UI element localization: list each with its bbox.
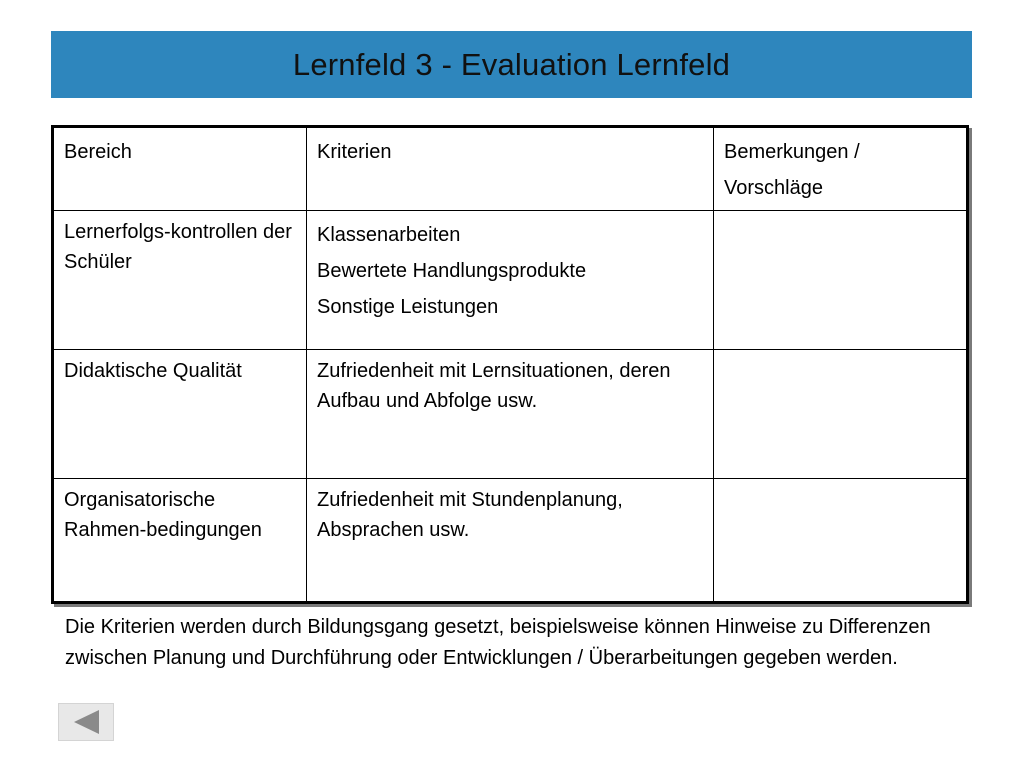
- header-cell-kriterien: [307, 127, 714, 211]
- table-row: [53, 350, 968, 479]
- kriterium-item: Bewertete Handlungsprodukte: [317, 260, 587, 282]
- cell-bemerkungen: [714, 350, 968, 479]
- back-button[interactable]: [58, 703, 114, 741]
- bereich-text: Didaktische Qualität: [64, 360, 242, 382]
- kriterium-item: Klassenarbeiten: [317, 224, 461, 246]
- evaluation-table: [51, 125, 969, 604]
- table-header-row: [53, 127, 968, 211]
- header-bereich: Bereich: [64, 141, 132, 163]
- cell-bereich: [53, 211, 307, 350]
- header-cell-bereich: [53, 127, 307, 211]
- header-cell-bemerkungen: [714, 127, 968, 211]
- cell-kriterien: [307, 211, 714, 350]
- title-bar: [51, 31, 972, 98]
- header-bemerkungen: Bemerkungen /: [724, 141, 860, 163]
- bereich-text: Organisatorische Rahmen-bedingungen: [64, 489, 262, 541]
- bereich-text: Lernerfolgs-kontrollen der Schüler: [64, 221, 292, 273]
- header-vorschlaege: Vorschläge: [724, 177, 823, 199]
- cell-kriterien: [307, 350, 714, 479]
- slide-title: Lernfeld 3 - Evaluation Lernfeld: [292, 46, 731, 82]
- table-row: [53, 211, 968, 350]
- cell-bemerkungen: [714, 479, 968, 603]
- cell-bemerkungen: [714, 211, 968, 350]
- kriterium-item: Zufriedenheit mit Stundenplanung, Absprachen usw.: [317, 489, 623, 541]
- table-row: [53, 479, 968, 603]
- triangle-left-icon: [71, 708, 101, 736]
- cell-bereich: [53, 350, 307, 479]
- kriterium-item: Zufriedenheit mit Lernsituationen, deren Aufbau und Abfolge usw.: [317, 360, 671, 412]
- header-kriterien: Kriterien: [317, 141, 392, 163]
- kriterium-item: Sonstige Leistungen: [317, 296, 499, 318]
- cell-kriterien: [307, 479, 714, 603]
- footer-note: Die Kriterien werden durch Bildungsgang gesetzt, beispielsweise können Hinweise zu Differenzen zwischen Planung und Durchführung oder Entwicklungen / Überarbeitungen gegeben werden.: [65, 616, 931, 669]
- cell-bereich: [53, 479, 307, 603]
